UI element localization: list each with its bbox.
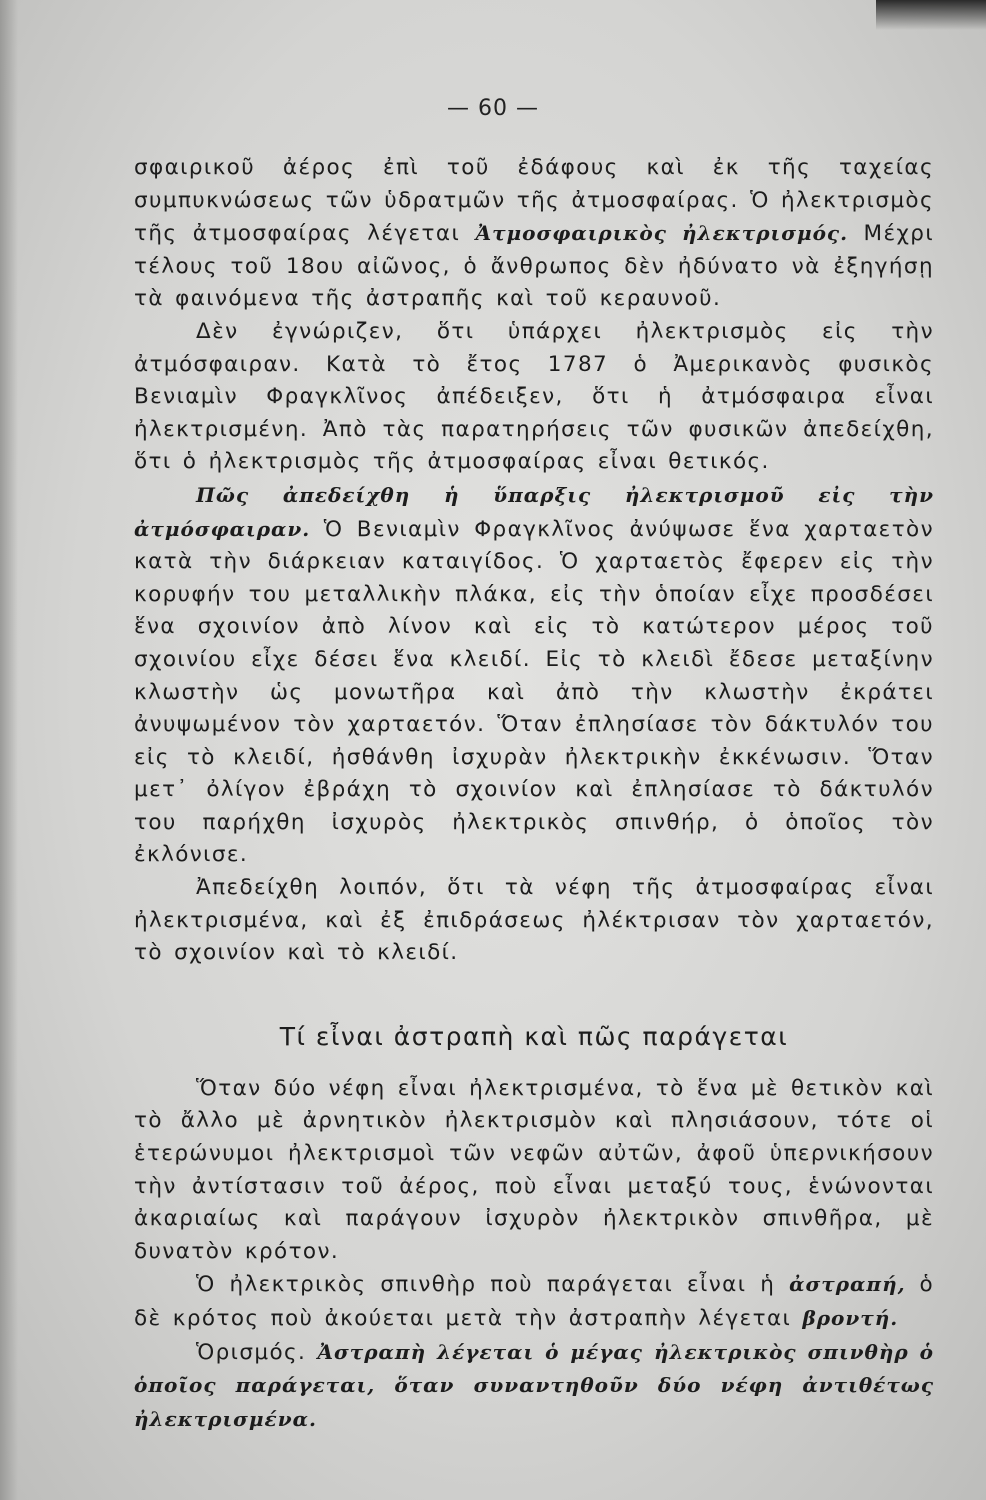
term-atmospheric-electricity: Ἀτμοσφαιρικὸς ἠλεκτρισμός. xyxy=(475,221,849,246)
section-paragraph-2 xyxy=(134,1268,934,1335)
section-paragraph-2-text-c: ὁ δὲ κρότος ποὺ ἀκούεται μετὰ τὴν ἀστραπὴν λέγεται xyxy=(134,1272,934,1331)
paragraph-1-text-a: σφαιρικοῦ ἀέρος ἐπὶ τοῦ ἐδάφους καὶ ἐκ τῆς ταχείας συμπυκνώσεως τῶν ὑδρατμῶν τῆς ἀτμοσφαίρας. Ὁ ἠλεκτρισμὸς τῆς ἀτμοσφαίρας λέγεται xyxy=(134,155,934,247)
section-paragraph-1: Ὅταν δύο νέφη εἶναι ἠλεκτρισμένα, τὸ ἕνα μὲ θετικὸν καὶ τὸ ἄλλο μὲ ἀρνητικὸν ἠλεκτρισμὸν καὶ πλησιάσουν, τότε οἱ ἑτερώνυμοι ἠλεκτρισμοὶ τῶν νεφῶν αὐτῶν, ἀφοῦ ὑπερνικήσουν τὴν ἀντίστασιν τοῦ ἀέρος, ποὺ εἶναι μεταξύ τους, ἑνώνονται ἀκαριαίως καὶ παράγουν ἰσχυρὸν ἠλεκτρικὸν σπινθῆρα, μὲ δυνατὸν κρότον. xyxy=(134,1075,934,1264)
page-number: — 60 — xyxy=(447,96,539,121)
section-paragraph-2-text-a: Ὁ ἠλεκτρικὸς σπινθὴρ ποὺ παράγεται εἶναι ἡ xyxy=(196,1272,790,1298)
definition-paragraph xyxy=(134,1336,934,1437)
page-body xyxy=(134,152,934,1436)
paragraph-3-heading: Πῶς ἀπεδείχθη ἡ ὕπαρξις ἠλεκτρισμοῦ εἰς τὴν ἀτμόσφαιραν. xyxy=(134,482,934,541)
term-thunder: βροντή. xyxy=(802,1306,899,1330)
paragraph-4: Ἀπεδείχθη λοιπόν, ὅτι τὰ νέφη τῆς ἀτμοσφαίρας εἶναι ἠλεκτρισμένα, καὶ ἐξ ἐπιδράσεως ἠλέκτρισαν τὸν χαρταετόν, τὸ σχοινίον καὶ τὸ κλειδί. xyxy=(134,875,934,966)
section-heading: Τί εἶναι ἀστραπὴ καὶ πῶς παράγεται xyxy=(279,1021,789,1051)
definition-label: Ὁρισμός. xyxy=(196,1339,318,1365)
paragraph-1 xyxy=(134,152,934,316)
term-lightning: ἀστραπή, xyxy=(789,1272,906,1297)
definition-text: Ἀστραπὴ λέγεται ὁ μέγας ἠλεκτρικὸς σπινθὴρ ὁ ὁποῖος παράγεται, ὅταν συναντηθοῦν δύο νέφη ἀντιθέτως ἠλεκτρισμένα. xyxy=(134,1339,934,1431)
paragraph-3-text: Ὁ Βενιαμὶν Φραγκλῖνος ἀνύψωσε ἕνα χαρταετὸν κατὰ τὴν διάρκειαν καταιγίδος. Ὁ χαρταετὸς ἔφερεν εἰς τὴν κορυφήν του μεταλλικὴν πλάκα, εἰς τὴν ὁποίαν εἶχε προσδέσει ἕνα σχοινίον ἀπὸ λίνον καὶ εἰς τὸ κατώτερον μέρος τοῦ σχοινίου εἶχε δέσει ἕνα κλειδί. Εἰς τὸ κλειδὶ ἔδεσε μεταξίνην κλωστὴν ὡς μονωτῆρα καὶ ἀπὸ τὴν κλωστὴν ἐκράτει ἀνυψωμένον τὸν χαρταετόν. Ὅταν ἐπλησίασε τὸν δάκτυλόν του εἰς τὸ κλειδί, ἠσθάνθη ἰσχυρὰν ἠλεκτρικὴν ἐκκένωσιν. Ὅταν μετ᾽ ὀλίγον ἐβράχη τὸ σχοινίον καὶ ἐπλησίασε τὸ δάκτυλόν του παρήχθη ἰσχυρὸς ἠλεκτρικὸς σπινθήρ, ὁ ὁποῖος τὸν ἐκλόνισε. xyxy=(134,516,934,868)
paragraph-2: Δὲν ἐγνώριζεν, ὅτι ὑπάρχει ἠλεκτρισμὸς εἰς τὴν ἀτμόσφαιραν. Κατὰ τὸ ἔτος 1787 ὁ Ἀμερικανὸς φυσικὸς Βενιαμὶν Φραγκλῖνος ἀπέδειξεν, ὅτι ἡ ἀτμόσφαιρα εἶναι ἠλεκτρισμένη. Ἀπὸ τὰς παρατηρήσεις τῶν φυσικῶν ἀπεδείχθη, ὅτι ὁ ἠλεκτρισμὸς τῆς ἀτμοσφαίρας εἶναι θετικός. xyxy=(134,318,934,475)
page-corner-shadow xyxy=(876,0,986,30)
paragraph-1-text-c: Μέχρι τέλους τοῦ 18ου αἰῶνος, ὁ ἄνθρωπος δὲν ἠδύνατο νὰ ἐξηγήσῃ τὰ φαινόμενα τῆς ἀστραπῆς καὶ τοῦ κεραυνοῦ. xyxy=(134,221,935,312)
paragraph-3 xyxy=(134,479,934,872)
